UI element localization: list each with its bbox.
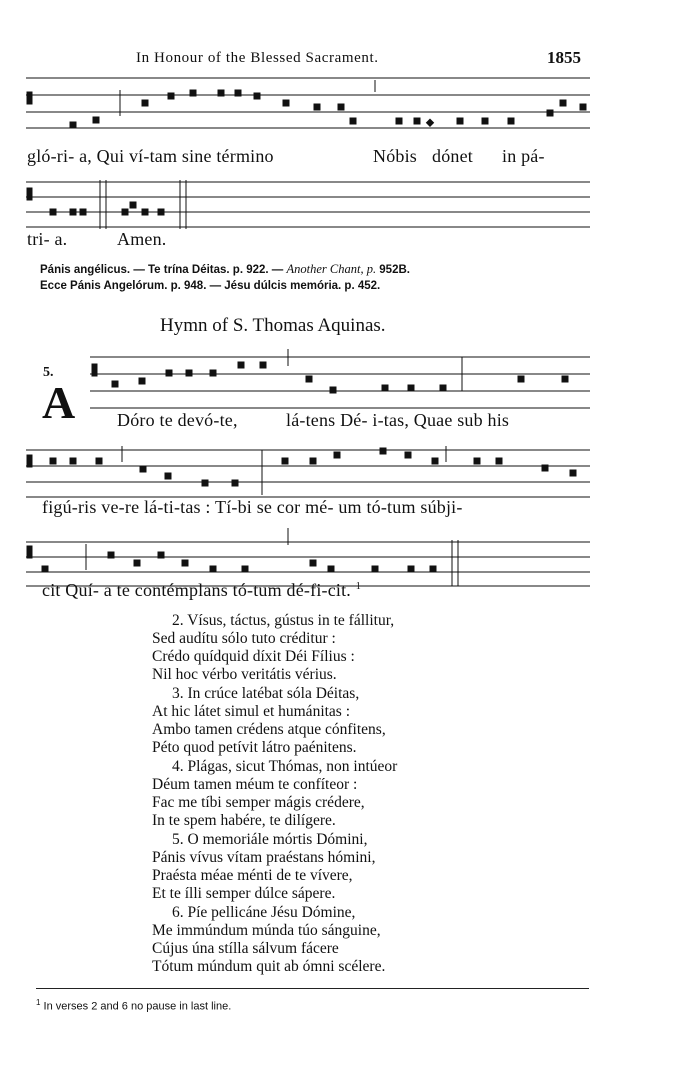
staff-1: [26, 78, 590, 128]
chant1-lyrics-amen: Amen.: [117, 229, 167, 249]
verse-line: Déum tamen méum te confíteor :: [152, 776, 358, 793]
verse-line: 3. In crúce latébat sóla Déitas,: [172, 685, 360, 702]
verse-line: Fac me tíbi semper mágis crédere,: [152, 794, 365, 811]
page-number: 1855: [547, 48, 581, 67]
verse-line: Sed audítu sólo tuto créditur :: [152, 630, 336, 647]
hymn-title: Hymn of S. Thomas Aquinas.: [160, 315, 386, 336]
staff-3: [90, 349, 590, 408]
hymn-lyrics-line3: [42, 580, 361, 601]
staff-4: [26, 446, 590, 497]
verse-line: Pánis vívus vítam praéstans hómini,: [152, 849, 376, 866]
reference-line-2: Ecce Pánis Angelórum. p. 948. — Jésu dúlcis memória. p. 452.: [40, 280, 381, 292]
chant1-lyrics-nobis: Nóbis: [373, 146, 418, 166]
verse-line: Cújus úna stílla sálvum fácere: [152, 940, 339, 957]
hymn-lyrics-line3-text: cit Quí- a te contémplans tó-tum dé-fi-cit.: [42, 580, 352, 600]
verse-line: Ambo tamen crédens atque cónfitens,: [152, 721, 386, 738]
verse-line: 4. Plágas, sicut Thómas, non intúeor: [172, 758, 398, 775]
hymn-lyrics-line1b: lá-tens Dé- i-tas, Quae sub his: [286, 410, 510, 430]
staff-5: [26, 528, 590, 586]
hymn-lyrics-line1: Dóro te devó-te,: [117, 410, 238, 430]
verse-line: 6. Píe pellicáne Jésu Dómine,: [172, 904, 356, 921]
footnote-mark: 1: [36, 998, 41, 1007]
footnote-text: In verses 2 and 6 no pause in last line.: [43, 1000, 232, 1013]
verse-line: Et te ílli semper dúlce sápere.: [152, 885, 336, 902]
footnote-divider: [36, 988, 589, 989]
verse-line: Tótum múndum quit ab ómni scélere.: [152, 958, 386, 975]
drop-cap: A: [42, 377, 76, 428]
running-header: In Honour of the Blessed Sacrament.: [136, 50, 379, 66]
chant1-lyrics-donet: dónet: [432, 146, 473, 166]
reference-line-1: [40, 262, 410, 277]
footnote: [36, 998, 231, 1013]
verse-line: Praésta méae ménti de te vívere,: [152, 867, 353, 884]
hymn-lyrics-line2: figú-ris ve-re lá-ti-tas : Tí-bi se cor mé- um tó-tum súbji-: [42, 497, 463, 517]
footnote-marker: 1: [355, 581, 361, 592]
verse-line: 5. O memoriále mórtis Dómini,: [172, 831, 368, 848]
verse-line: Nil hoc vérbo veritátis vérius.: [152, 666, 337, 683]
reference-line-1-text: Pánis angélicus. — Te trína Déitas. p. 922. —: [40, 264, 287, 276]
verse-line: Péto quod petívit látro paénitens.: [152, 739, 357, 756]
verse-line: Me immúndum múnda túo sánguine,: [152, 922, 381, 939]
chant1-lyrics-in-pa: in pá-: [502, 146, 545, 166]
staff-2: [26, 180, 590, 229]
verse-number: 5.: [43, 365, 54, 380]
verse-line: Crédo quídquid díxit Déi Fílius :: [152, 648, 355, 665]
reference-line-1-end: 952B.: [376, 264, 410, 276]
reference-line-1-italic: Another Chant, p.: [286, 262, 377, 276]
chant1-lyrics-tria: tri- a.: [27, 229, 68, 249]
verse-line: At hic látet simul et humánitas :: [152, 703, 351, 720]
verse-line: 2. Vísus, táctus, gústus in te fállitur,: [172, 612, 395, 629]
verse-line: In te spem habére, te dilígere.: [152, 812, 336, 829]
chant1-lyrics-line1: gló-ri- a, Qui ví-tam sine término: [27, 146, 274, 166]
